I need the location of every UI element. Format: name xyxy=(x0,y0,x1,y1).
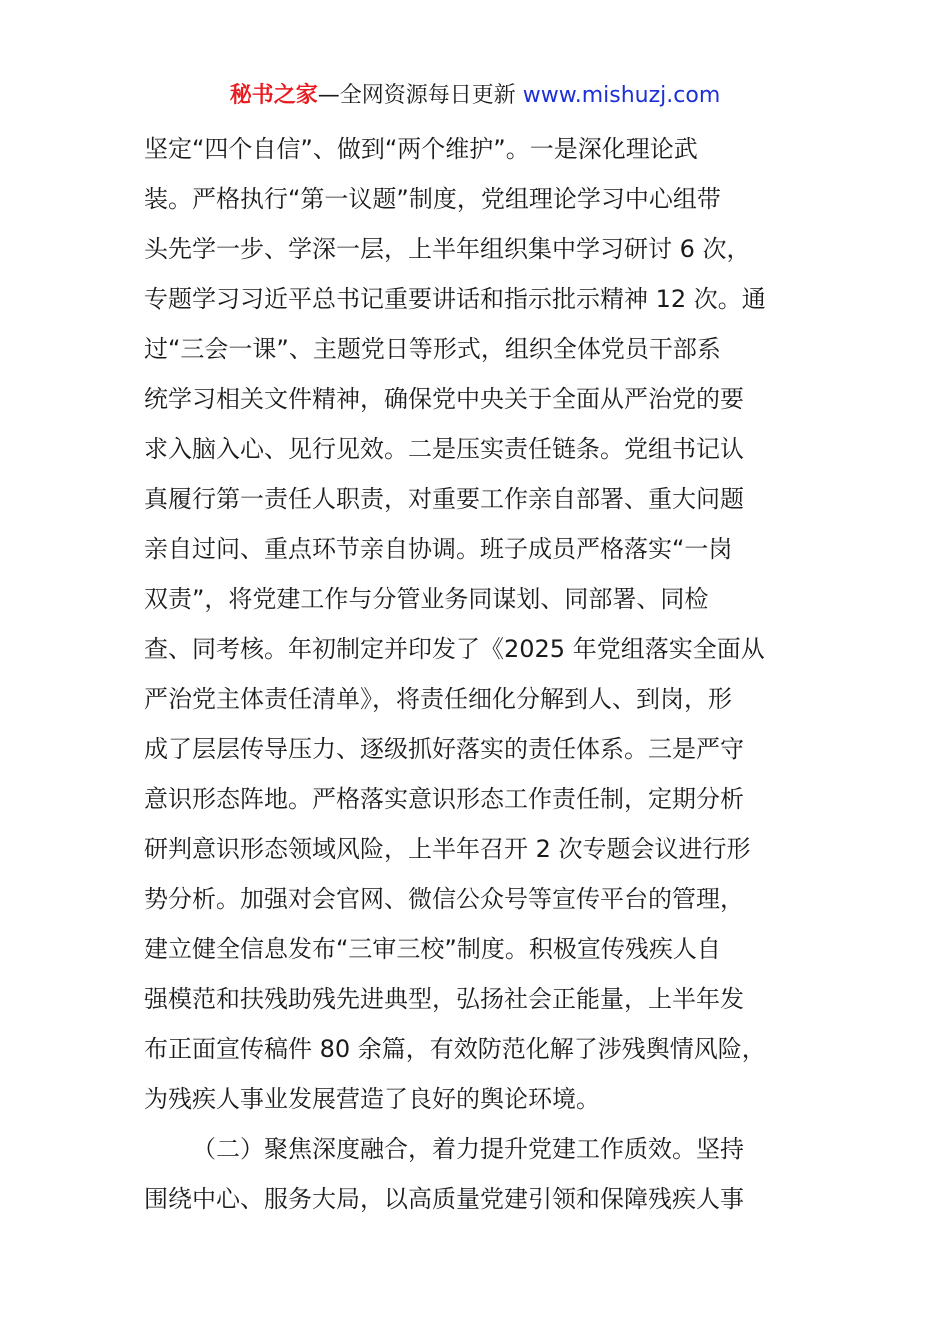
page-header xyxy=(0,80,950,112)
text-line: 专题学习习近平总书记重要讲话和指示批示精神 12 次。通 xyxy=(144,285,766,313)
brand-name: 秘书之家 xyxy=(229,83,318,108)
text-line: 严治党主体责任清单》，将责任细化分解到人、到岗，形 xyxy=(144,685,732,713)
site-url-link[interactable]: www.mishuzj.com xyxy=(522,83,721,108)
text-line: 统学习相关文件精神，确保党中央关于全面从严治党的要 xyxy=(144,385,744,413)
text-line: 意识形态阵地。严格落实意识形态工作责任制，定期分析 xyxy=(144,785,744,813)
text-line: 求入脑入心、见行见效。二是压实责任链条。党组书记认 xyxy=(144,435,744,463)
text-line: 真履行第一责任人职责，对重要工作亲自部署、重大问题 xyxy=(144,485,744,513)
text-line: 围绕中心、服务大局，以高质量党建引领和保障残疾人事 xyxy=(144,1185,744,1213)
text-line: 强模范和扶残助残先进典型，弘扬社会正能量，上半年发 xyxy=(144,985,744,1013)
text-line: 坚定“四个自信”、做到“两个维护”。一是深化理论武 xyxy=(144,135,698,163)
text-line: 研判意识形态领域风险，上半年召开 2 次专题会议进行形 xyxy=(144,835,751,863)
text-line: 查、同考核。年初制定并印发了《2025 年党组落实全面从 xyxy=(144,635,765,663)
text-line: 势分析。加强对会官网、微信公众号等宣传平台的管理， xyxy=(144,885,744,913)
document-body xyxy=(144,124,808,1224)
text-line: 布正面宣传稿件 80 余篇，有效防范化解了涉残舆情风险， xyxy=(144,1035,766,1063)
text-line: 双责”，将党建工作与分管业务同谋划、同部署、同检 xyxy=(144,585,709,613)
text-line: 亲自过问、重点环节亲自协调。班子成员严格落实“一岗 xyxy=(144,535,733,563)
text-line: 建立健全信息发布“三审三校”制度。积极宣传残疾人自 xyxy=(144,935,721,963)
text-line: 成了层层传导压力、逐级抓好落实的责任体系。三是严守 xyxy=(144,735,744,763)
text-line: 过“三会一课”、主题党日等形式，组织全体党员干部系 xyxy=(144,335,721,363)
header-tagline: —全网资源每日更新 xyxy=(317,83,523,108)
section-heading-line: （二）聚焦深度融合，着力提升党建工作质效。坚持 xyxy=(192,1135,744,1163)
text-line: 头先学一步、学深一层，上半年组织集中学习研讨 6 次， xyxy=(144,235,751,263)
text-line: 为残疾人事业发展营造了良好的舆论环境。 xyxy=(144,1085,600,1113)
text-line: 装。严格执行“第一议题”制度，党组理论学习中心组带 xyxy=(144,185,721,213)
